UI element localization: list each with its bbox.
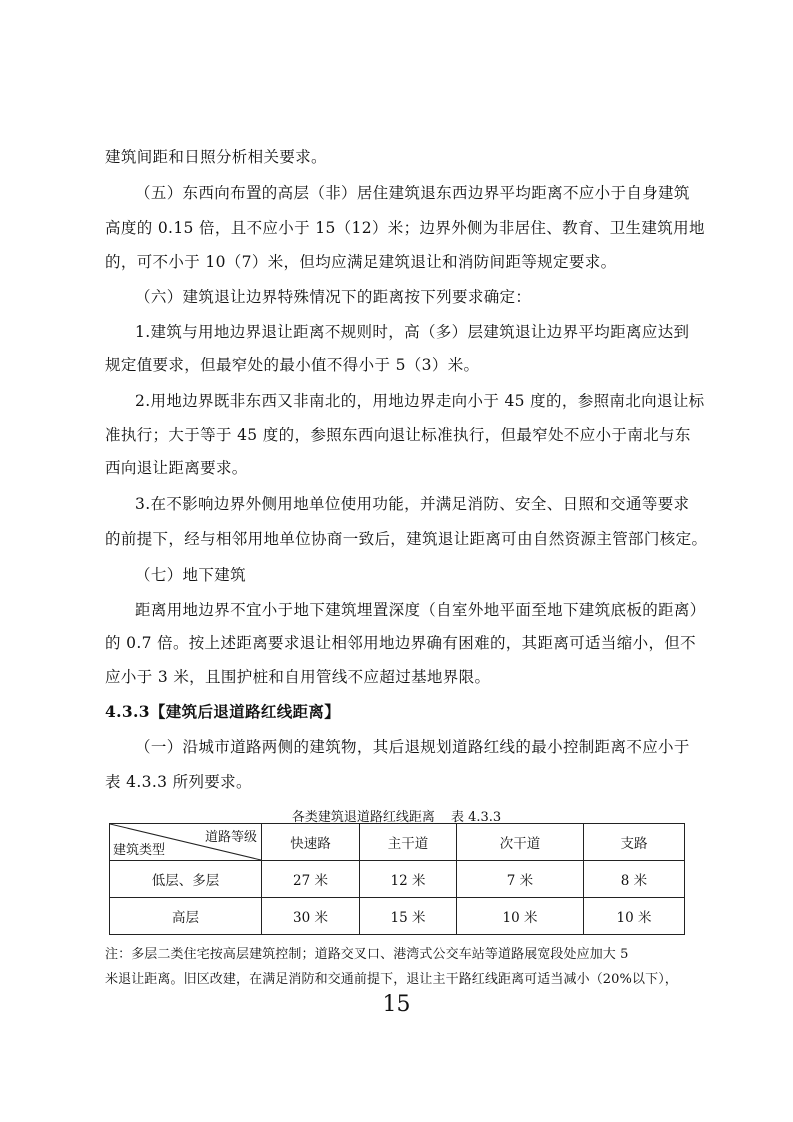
paragraph-line: 表 4.3.3 所列要求。 (105, 773, 252, 791)
paragraph-line: 规定值要求，但最窄处的最小值不得小于 5（3）米。 (105, 356, 480, 374)
table-cell: 30 米 (262, 898, 360, 935)
paragraph-line: 的，可不小于 10（7）米，但均应满足建筑退让和消防间距等规定要求。 (105, 253, 617, 271)
table-note-line: 米退让距离。旧区改建，在满足消防和交通前提下，退让主干路红线距离可适当减小（20%以下）， (105, 972, 678, 987)
row-label: 高层 (110, 898, 262, 935)
table-row (110, 861, 685, 898)
paragraph-line: 应小于 3 米，且围护桩和自用管线不应超过基地界限。 (105, 668, 491, 686)
row-label: 低层、多层 (110, 861, 262, 898)
table-cell: 7 米 (457, 861, 584, 898)
table-cell: 27 米 (262, 861, 360, 898)
table-note-line: 注：多层二类住宅按高层建筑控制；道路交叉口、港湾式公交车站等道路展宽段处应加大 5 (105, 947, 629, 962)
table-caption-title: 各类建筑退道路红线距离 (291, 810, 435, 825)
paragraph-line: 高度的 0.15 倍，且不应小于 15（12）米；边界外侧为非居住、教育、卫生建筑用地 (105, 219, 705, 237)
paragraph-line: （七）地下建筑 (135, 566, 246, 584)
paragraph-line: 3.在不影响边界外侧用地单位使用功能，并满足消防、安全、日照和交通等要求 (135, 495, 690, 513)
table-caption-number: 表 4.3.3 (450, 810, 502, 825)
table-cell: 15 米 (360, 898, 457, 935)
paragraph-line: 的 0.7 倍。按上述距离要求退让相邻用地边界确有困难的，其距离可适当缩小，但不 (105, 634, 697, 652)
paragraph-line: 的前提下，经与相邻用地单位协商一致后，建筑退让距离可由自然资源主管部门核定。 (105, 530, 708, 548)
table-header-row (110, 824, 685, 861)
paragraph-line: 1.建筑与用地边界退让距离不规则时，高（多）层建筑退让边界平均距离应达到 (135, 323, 690, 341)
table-cell: 12 米 (360, 861, 457, 898)
table-cell: 8 米 (584, 861, 685, 898)
section-heading: 4.3.3【建筑后退道路红线距离】 (105, 702, 341, 721)
column-header: 支路 (584, 824, 685, 861)
column-header: 快速路 (262, 824, 360, 861)
page-number: 15 (382, 992, 411, 1017)
paragraph-line: 2.用地边界既非东西又非南北的，用地边界走向小于 45 度的，参照南北向退让标 (135, 392, 705, 410)
corner-header-top: 道路等级 (204, 830, 257, 845)
paragraph-line: 建筑间距和日照分析相关要求。 (105, 148, 327, 166)
table-cell: 10 米 (584, 898, 685, 935)
paragraph-line: 距离用地边界不宜小于地下建筑埋置深度（自室外地平面至地下建筑底板的距离） (135, 601, 706, 619)
table-cell: 10 米 (457, 898, 584, 935)
table-row (110, 898, 685, 935)
table-corner-cell (110, 824, 262, 861)
paragraph-line: 准执行；大于等于 45 度的，参照东西向退让标准执行，但最窄处不应小于南北与东 (105, 426, 691, 444)
setback-table (109, 823, 685, 935)
column-header: 主干道 (360, 824, 457, 861)
paragraph-line: （一）沿城市道路两侧的建筑物，其后退规划道路红线的最小控制距离不应小于 (135, 738, 690, 756)
paragraph-line: （六）建筑退让边界特殊情况下的距离按下列要求确定： (135, 288, 532, 306)
corner-header-bottom: 建筑类型 (113, 843, 166, 858)
paragraph-line: （五）东西向布置的高层（非）居住建筑退东西边界平均距离不应小于自身建筑 (135, 184, 690, 202)
column-header: 次干道 (457, 824, 584, 861)
paragraph-line: 西向退让距离要求。 (105, 459, 248, 477)
